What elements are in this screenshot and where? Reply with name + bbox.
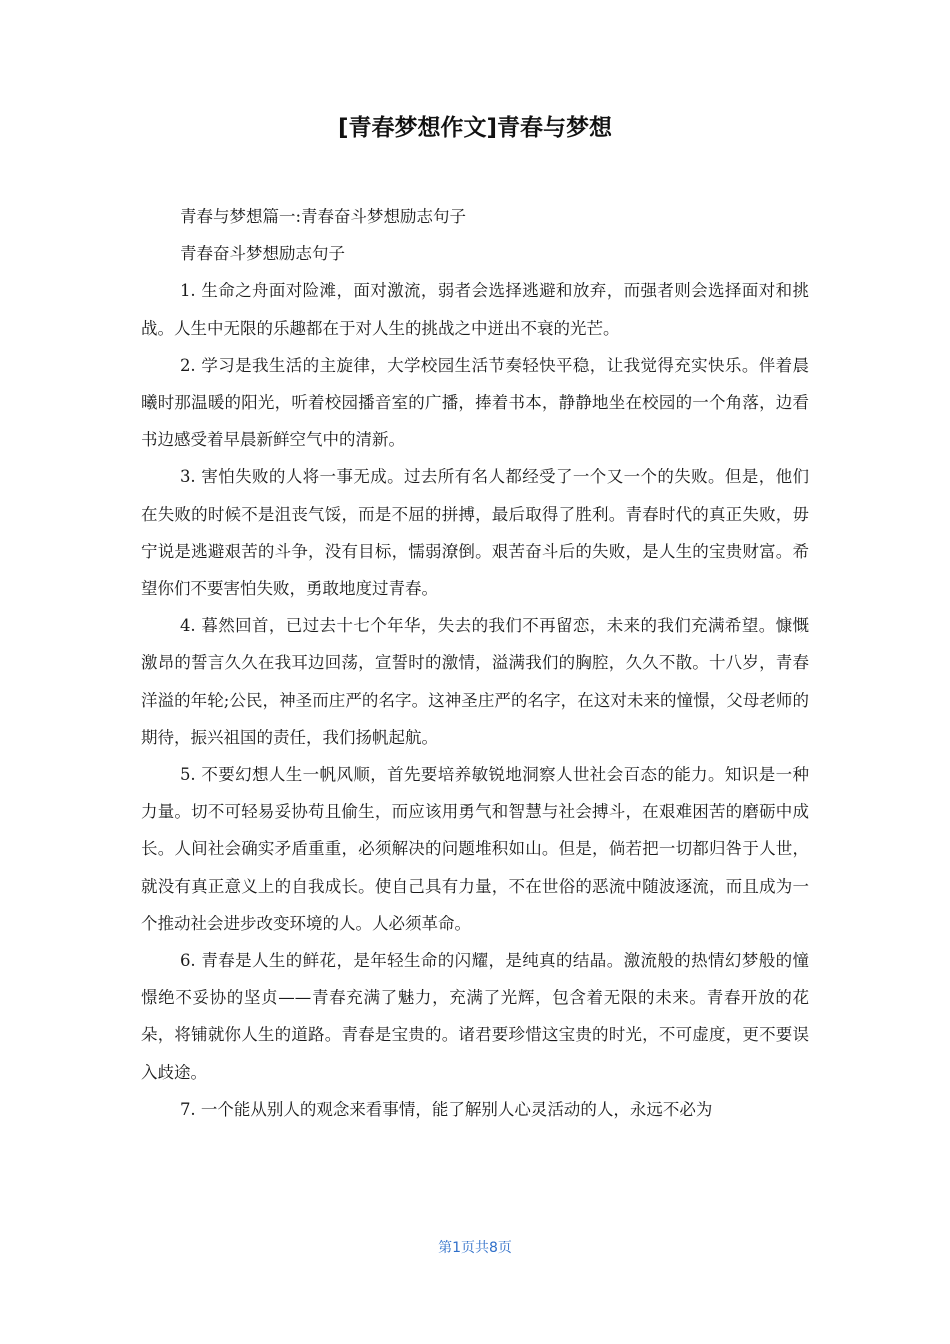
paragraph-item-1: 1. 生命之舟面对险滩，面对激流，弱者会选择逃避和放弃，而强者则会选择面对和挑战。人生中无限的乐趣都在于对人生的挑战之中迸出不衰的光芒。 (141, 281, 809, 338)
paragraph-item-2: 2. 学习是我生活的主旋律，大学校园生活节奏轻快平稳，让我觉得充实快乐。伴着晨曦时那温暖的阳光，听着校园播音室的广播，捧着书本，静静地坐在校园的一个角落，边看书边感受着早晨新鲜空气中的清新。 (141, 355, 809, 450)
document-title: [青春梦想作文]青春与梦想 (337, 115, 613, 141)
page-indicator: 第1页共8页 (438, 1240, 512, 1256)
document-body (141, 198, 809, 1128)
paragraph-item-5: 5. 不要幻想人生一帆风顺，首先要培养敏锐地洞察人世社会百态的能力。知识是一种力量。切不可轻易妥协苟且偷生，而应该用勇气和智慧与社会搏斗，在艰难困苦的磨砺中成长。人间社会确实矛盾重重，必须解决的问题堆积如山。但是，倘若把一切都归咎于人世，就没有真正意义上的自我成长。使自己具有力量，不在世俗的恶流中随波逐流，而且成为一个推动社会进步改变环境的人。人必须革命。 (141, 765, 809, 933)
paragraph-section-heading: 青春与梦想篇一:青春奋斗梦想励志句子 (179, 207, 466, 226)
paragraph-item-4: 4. 暮然回首，已过去十七个年华，失去的我们不再留恋，未来的我们充满希望。慷慨激昂的誓言久久在我耳边回荡，宣誓时的激情，溢满我们的胸腔，久久不散。十八岁，青春洋溢的年轮;公民，神圣而庄严的名字。这神圣庄严的名字，在这对未来的憧憬，父母老师的期待，振兴祖国的责任，我们扬帆起航。 (141, 616, 809, 747)
paragraph-item-7: 7. 一个能从别人的观念来看事情，能了解别人心灵活动的人，永远不必为 (179, 1099, 713, 1119)
paragraph-subheading: 青春奋斗梦想励志句子 (179, 244, 345, 264)
paragraph-item-6: 6. 青春是人生的鲜花，是年轻生命的闪耀，是纯真的结晶。激流般的热情幻梦般的憧憬绝不妥协的坚贞——青春充满了魅力，充满了光辉，包含着无限的未来。青春开放的花朵，将铺就你人生的道路。青春是宝贵的。诸君要珍惜这宝贵的时光，不可虚度，更不要误入歧途。 (141, 951, 809, 1082)
paragraph-item-3: 3. 害怕失败的人将一事无成。过去所有名人都经受了一个又一个的失败。但是，他们在失败的时候不是沮丧气馁，而是不屈的拼搏，最后取得了胜利。青春时代的真正失败，毋宁说是逃避艰苦的斗争，没有目标，懦弱潦倒。艰苦奋斗后的失败，是人生的宝贵财富。希望你们不要害怕失败，勇敢地度过青春。 (141, 467, 809, 599)
